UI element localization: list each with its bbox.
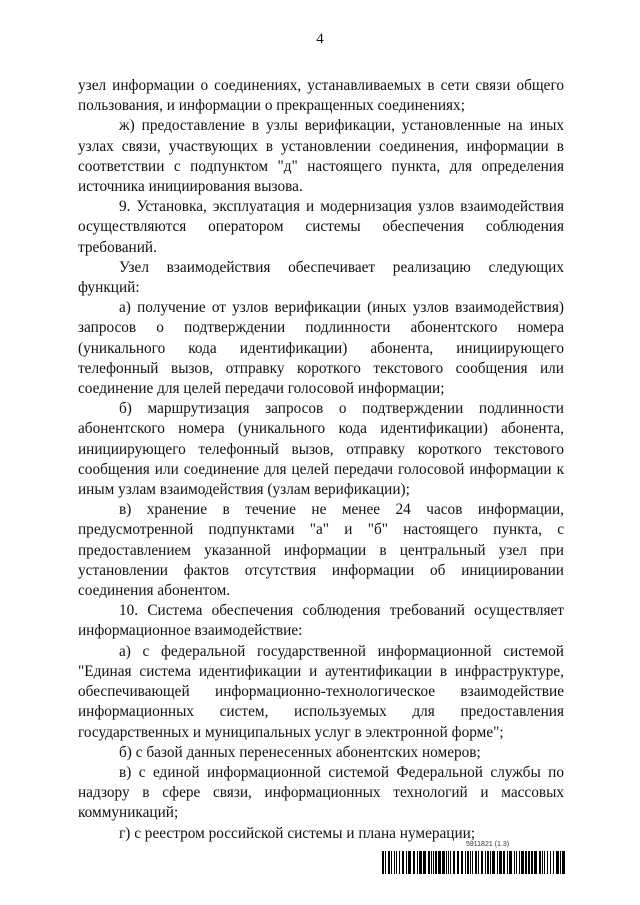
barcode-bar <box>514 851 515 874</box>
paragraph-9: а) с федеральной государственной информационной системой "Единая система идентификации и аутентификации в инфраструктуре, обеспечивающей информационно-технологическое взаимодействие информационных систем, используемых для предоставления государственных и муниципальных услуг в электронной форме"; <box>78 642 564 741</box>
barcode-bar <box>499 851 502 874</box>
barcode-bar <box>507 851 508 874</box>
barcode-bar <box>423 851 426 874</box>
document-body <box>78 76 564 844</box>
barcode-bar <box>556 851 559 874</box>
paragraph-6: б) маршрутизация запросов о подтверждении подлинности абонентского номера (уникального кода идентификации) абонента, инициирующего телефонный вызов, отправку короткого текстового сообщения или соединение для целей передачи голосовой информации к иным узлам взаимодействия (узлам верификации); <box>78 400 564 499</box>
paragraph-5: а) получение от узлов верификации (иных узлов взаимодействия) запросов о подтверждении подлинности абонентского номера (уникального кода идентификации) абонента, инициирующего телефонный вызов, отправку короткого текстового сообщения или соединение для целей передачи голосовой информации; <box>78 299 564 398</box>
barcode-bar <box>419 851 422 874</box>
barcode-bar <box>550 851 551 874</box>
barcode-bar <box>490 851 491 874</box>
barcode-bar <box>492 851 495 874</box>
barcode-bar <box>428 851 430 874</box>
barcode-bar <box>402 851 404 874</box>
paragraph-8: 10. Система обеспечения соблюдения требований осуществляет информационное взаимодействие: <box>78 602 564 640</box>
barcode-bar <box>472 851 473 874</box>
paragraph-3: 9. Установка, эксплуатация и модернизация узлов взаимодействия осуществляются оператором системы обеспечения соблюдения требований. <box>78 198 564 256</box>
barcode-bar <box>509 851 512 874</box>
barcode-bar <box>382 851 384 874</box>
barcode-bar <box>528 851 530 874</box>
barcode-bar <box>560 851 561 874</box>
paragraph-10: б) с базой данных перенесенных абонентских номеров; <box>119 743 481 761</box>
barcode-bar <box>399 851 400 874</box>
page-number: 4 <box>316 31 324 47</box>
barcode-bar <box>525 851 527 874</box>
barcode-bar <box>435 851 437 874</box>
barcode-bar <box>442 851 445 874</box>
paragraph-7: в) хранение в течение не менее 24 часов информации, предусмотренной подпунктами "а" и "б" настоящего пункта, с предоставлением указанной информации в центральный узел при установлении фактов отсутствия информации об инициировании соединения абонентом. <box>78 501 564 600</box>
barcode-bar <box>539 851 541 874</box>
barcode-icon <box>382 851 568 874</box>
barcode-bar <box>475 851 477 874</box>
barcode-bar <box>453 851 455 874</box>
paragraph-11: в) с единой информационной системой Федеральной службы по надзору в сфере связи, информационных технологий и массовых коммуникаций; <box>78 763 564 822</box>
document-code: 5911821 (1.3) <box>466 841 510 848</box>
barcode-bar <box>478 851 479 874</box>
barcode-bar <box>417 851 418 874</box>
barcode-bar <box>465 851 466 874</box>
barcode-bar <box>388 851 390 874</box>
barcode-bar <box>503 851 505 874</box>
barcode-bar <box>553 851 554 874</box>
barcode-bar <box>547 851 548 874</box>
barcode-bar <box>521 851 524 874</box>
paragraph-12: г) с реестром российской системы и плана нумерации; <box>119 824 476 842</box>
barcode-bar <box>406 851 407 874</box>
barcode-bar <box>448 851 449 874</box>
barcode-bar <box>433 851 434 874</box>
barcode-bar <box>394 851 395 874</box>
barcode-bar <box>481 851 483 874</box>
barcode-bar <box>487 851 489 874</box>
barcode-bar <box>438 851 441 874</box>
barcode-bar <box>516 851 517 874</box>
barcode-bar <box>485 851 486 874</box>
barcode-bar <box>519 851 520 874</box>
barcode-bar <box>457 851 459 874</box>
barcode-bar <box>461 851 463 874</box>
barcode-bar <box>446 851 447 874</box>
barcode-bar <box>396 851 397 874</box>
barcode-bar <box>542 851 543 874</box>
barcode-bar <box>413 851 415 874</box>
barcode-bar <box>544 851 545 874</box>
barcode-bar <box>534 851 537 874</box>
barcode-bar <box>391 851 392 874</box>
barcode-bar <box>562 851 565 874</box>
paragraph-4: Узел взаимодействия обеспечивает реализацию следующих функций: <box>78 258 564 297</box>
paragraph-1: узел информации о соединениях, устанавливаемых в сети связи общего пользования, и информации о прекращенных соединениях; <box>78 77 564 115</box>
barcode-bar <box>497 851 498 874</box>
barcode-bar <box>531 851 533 874</box>
barcode-bar <box>431 851 432 874</box>
paragraph-2: ж) предоставление в узлы верификации, установленные на иных узлах связи, участвующих в установлении соединения, информации в соответствии с подпунктом "д" настоящего пункта, для определения источника инициирования вызова. <box>78 117 564 196</box>
barcode-bar <box>408 851 411 874</box>
barcode-bar <box>467 851 469 874</box>
barcode-bar <box>450 851 451 874</box>
barcode-bar <box>385 851 386 874</box>
barcode-bar <box>470 851 471 874</box>
